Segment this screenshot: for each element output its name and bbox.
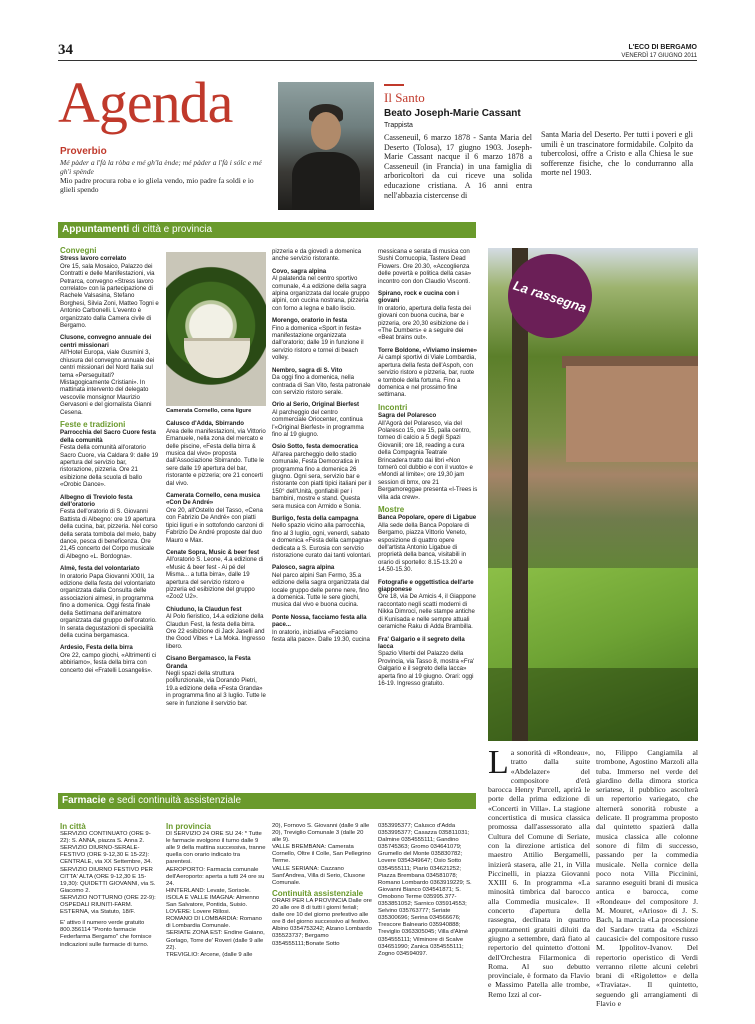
event-item bbox=[272, 317, 372, 361]
event-text: All'Agorà del Polaresco, via del Polaresco 15, ore 15, palla centro, torneo di calcio a 5 degli Spazi Giovanili; ore 18, reading a cura della Compagnia Teatrale Brincadera tratto dai libri «Non tornerò col dubbio e con il vuoto» e «Mondi al limite»; ore 19,30 jam session di bmx, ore 21 Bergamoreggae presenta «I-Trees is villa ada crew». bbox=[378, 419, 478, 501]
event-text: Ore 18, via De Amicis 4, il Giappone raccontato negli scatti moderni di Nikka Dimroci, nelle stampe antiche di Kunisada e nelle sempre attuali ceramiche Raku di Adda Brambilla. bbox=[378, 593, 476, 631]
event-item bbox=[60, 429, 160, 488]
event-text: Nello spazio vicino alla parrocchia, fino al 3 luglio, ogni, venerdì, sabato e domenica «Festa della campagna» dedicata a S. Eurosia con servizio ristorazione curato dai tanti volontari. bbox=[272, 522, 372, 560]
event-text: Al Polo fieristico, 14.a edizione della Claudun Fest, la festa della birra. Ore 22 esibizione di Jack Jaselli and the Good Vibes + La Moka. Ingresso libero. bbox=[166, 613, 265, 650]
pharmacy-column-3 bbox=[272, 823, 372, 1015]
proverbio-label: Proverbio bbox=[60, 146, 107, 157]
event-item bbox=[378, 412, 478, 501]
photo-caption: Camerata Cornello, cena ligure bbox=[166, 408, 252, 414]
event-text: Area delle manifestazioni, via Vittorio Emanuele, nella zona del mercato e delle piscine, «Festa della birra & musica dal vivo» proposta dall'Associazione Sbirrando. Tutte le sere dalle 19 apertura del bar, ristorante e pizzeria; ore 21 concerti dal vivo. bbox=[166, 427, 266, 487]
event-title: Calusco d'Adda, Sbirrando bbox=[166, 420, 244, 428]
events-column-1 bbox=[60, 244, 160, 784]
event-title: Cisano Bergamasco, la Festa Granda bbox=[166, 655, 251, 670]
santo-rule bbox=[384, 84, 404, 86]
event-item bbox=[60, 334, 160, 415]
event-text: All'oratorio S. Leone, 4.a edizione di «Music & beer fest - Ai pé del Misma... a tutta birra», dalle 19 apertura del servizio ristoro e pizzeria ed esibizione del gruppo «Zoo2 U2». bbox=[166, 556, 264, 601]
event-text: Da oggi fino a domenica, nella contrada di San Vito, festa patronale con servizio ristoro serale. bbox=[272, 374, 371, 396]
category-heading: In città bbox=[60, 823, 86, 831]
pharmacy-line: VALLE BREMBANA: Camerata Cornello, Oltre il Colle, San Pellegrino Terme. bbox=[272, 844, 371, 865]
pharmacy-line: ISOLA E VALLE IMAGNA: Almenno San Salvatore, Pontida, Suisio. bbox=[166, 894, 260, 909]
appuntamenti-bar bbox=[58, 222, 476, 238]
event-title: Fotografie e oggettistica dell'arte giapponese bbox=[378, 578, 474, 594]
newspaper-name: L'ECO DI BERGAMO bbox=[628, 44, 697, 51]
event-item bbox=[272, 401, 372, 438]
events-column-4 bbox=[378, 248, 478, 784]
event-item bbox=[272, 367, 372, 397]
santo-label: Il Santo bbox=[384, 90, 425, 105]
pharmacy-line: DI SERVIZIO 24 ORE SU 24: * Tutte le farmacie svolgono il turno dalle 9 alle 9 della mattina successiva, tranne quella con orario indicato tra parentesi. bbox=[166, 831, 266, 866]
event-title: Cenate Sopra, Music & beer fest bbox=[166, 548, 260, 556]
event-item bbox=[272, 443, 372, 510]
appuntamenti-bar-bold: Appuntamenti bbox=[62, 224, 130, 235]
event-text: Ore 20, all'Ostello del Tasso, «Cena con Fabrizio De André» con piatti tipici liguri e in sottofondo canzoni di Fabrizio De André proposte dal duo Mauro e Max. bbox=[166, 506, 264, 544]
agenda-title: Agenda bbox=[58, 70, 233, 135]
event-text: All'Hotel Europa, viale Gusmini 3, chiusura del convegno annuale dei centri missionari del Nord Italia sul tema «Perseguitati? Mistagogicamente Cristiani». In mattinata intervento del delegato vescovile monsignor Maurizio Gervasoni e del giornalista Gianni Cesena. bbox=[60, 349, 155, 416]
event-item bbox=[378, 290, 478, 342]
issue-date: VENERDÌ 17 GIUGNO 2011 bbox=[621, 53, 697, 59]
event-item bbox=[166, 420, 266, 487]
category-heading: Continuità assistenziale bbox=[272, 888, 364, 898]
pharmacy-line: TREVIGLIO: Arcene, (dalle 9 alle bbox=[166, 951, 253, 958]
pharmacy-line: 20), Fornovo S. Giovanni (dalle 9 alle 20), Treviglio Comunale 3 (dalle 20 alle 9). bbox=[272, 823, 370, 844]
event-title: Ardesio, Festa della birra bbox=[60, 644, 133, 652]
event-item bbox=[272, 268, 372, 312]
events-column-3 bbox=[272, 248, 372, 784]
category-heading: Incontri bbox=[378, 402, 408, 412]
santo-bio: Casseneuil, 6 marzo 1878 - Santa Maria del Deserto (Tolosa), 17 giugno 1903. Joseph-Marie Cassant nacque il 6 marzo 1878 a Casseneuil (in Francia) in una famiglia di arboricoltori da cui riceve una solida educazione cristiana. A 16 anni entra nell'abbazia cistercense di bbox=[384, 133, 532, 200]
event-title: Banca Popolare, opere di Ligabue bbox=[378, 514, 477, 522]
event-item bbox=[60, 255, 160, 329]
farmacie-bar bbox=[58, 793, 476, 809]
basil-pasta-photo bbox=[166, 252, 266, 406]
event-title: Torre Boldone, «Viviamo insieme» bbox=[378, 346, 477, 354]
pharmacy-line: ORARI PER LA PROVINCIA Dalle ore 20 alle ore 8 di tutti i giorni feriali; dalle ore 10 del giorno prefestivo alle ore 8 del giorno successivo al festivo. Albino 0354753242; Alzano Lombardo 035523737; Bergamo 0354555111;Bonate Sotto bbox=[272, 897, 372, 947]
pharmacy-line: VALLE SERIANA: Cazzano Sant'Andrea, Villa di Serio, Clusone Comunale. bbox=[272, 865, 366, 886]
event-title: Spirano, rock e cucina con i giovani bbox=[378, 290, 459, 305]
category-heading: Mostre bbox=[378, 505, 405, 514]
saint-portrait bbox=[278, 82, 374, 210]
santo-name: Beato Joseph-Marie Cassant bbox=[384, 108, 521, 119]
pharmacy-column-2 bbox=[166, 823, 266, 1015]
event-title: Almè, festa del volontariato bbox=[60, 565, 140, 573]
category-heading: In provincia bbox=[166, 823, 211, 831]
pharmacy-line: SERIATE ZONA EST: Endine Gaiano, Gorlago, Torre de' Roveri (dalle 9 alle 22). bbox=[166, 930, 265, 951]
event-item bbox=[60, 565, 160, 639]
event-text: Nel parco alpini San Fermo, 35.a edizione della sagra organizzata dal locale gruppo delle penne nere, fino a domenica. Tutte le sere giochi, musica dal vivo e buona cucina. bbox=[272, 571, 370, 609]
event-text: Alla sede della Banca Popolare di Bergamo, piazza Vittorio Veneto, esposizione di quattro opere dell'artista Antonio Ligabue di proprietà della banca, visitabili in orario di sportello: 8.15-13.20 e 14.50-15.30. bbox=[378, 521, 470, 574]
event-item bbox=[60, 644, 160, 674]
event-text: Festa della comunità all'oratorio Sacro Cuore, via Caldara 9: dalle 19 apertura del servizio bar, ristorazione, pizzeria. Ore 21 esibizione della scuola di ballo «Orobic Dance». bbox=[60, 444, 159, 489]
event-title: Camerata Cornello, cena musica «Con De André» bbox=[166, 492, 261, 507]
event-title: Parrocchia del Sacro Cuore festa della comunità bbox=[60, 429, 156, 444]
event-text: Ai campi sportivi di Viale Lombardia, apertura della festa dell'Aspoh, con servizio ristoro e pizzeria, bar, ruote e tombole della fortuna. Fino a domenica e nel prossimo fine settimana. bbox=[378, 354, 477, 399]
event-text: Al parcheggio del centro commerciale Oriocenter, continua l'«Original Bierfest» in programma fino al 19 giugno. bbox=[272, 408, 364, 438]
event-item bbox=[378, 636, 478, 688]
event-text: Negli spazi della struttura polifunzionale, via Dorando Pietri, 19.a edizione della «Festa Granda» in programma fino al 3 luglio. Tutte le sere in funzione il servizio bar. bbox=[166, 670, 266, 707]
event-text: In oratorio, apertura della festa dei giovani con buona cucina, bar e pizzeria, ore 20,30 esibizione de i «The Dumbers» e a seguire dei «Beat brains out». bbox=[378, 304, 471, 342]
event-item bbox=[60, 494, 160, 561]
pharmacy-line: HINTERLAND: Levate, Sorisole. bbox=[166, 887, 251, 894]
event-text: Spazio Viterbi del Palazzo della Provincia, via Tasso 8, mostra «Fra' Galgario e il segreto della lacca» aperta fino al 19 giugno. Orari: oggi 16-19. Ingresso gratuito. bbox=[378, 650, 475, 687]
farmacie-bar-bold: Farmacie bbox=[62, 795, 106, 806]
appuntamenti-bar-rest: di città e provincia bbox=[129, 224, 213, 235]
page-number: 34 bbox=[58, 42, 73, 58]
event-title: Osio Sotto, festa democratica bbox=[272, 443, 359, 451]
event-title: Stress lavoro correlato bbox=[60, 255, 127, 263]
santo-bio-continued: Santa Maria del Deserto. Per tutti i poveri e gli umili è un trascinatore formidabile. Colpito da tubercolosi, offre a Cristo e alla Chiesa le sue sofferenze fisiche, che lo condurranno alla morte nel 1903. bbox=[541, 130, 693, 178]
event-item bbox=[378, 347, 478, 399]
rassegna-article-col1 bbox=[488, 748, 590, 1016]
event-item bbox=[166, 549, 266, 601]
event-item bbox=[378, 248, 478, 285]
santo-role: Trappista bbox=[384, 122, 413, 129]
pharmacy-line: SERVIZIO DIURNO FESTIVO PER CITTA' ALTA (ORE 9-12,30 E 15-19,30): QUIDETTI GIOVANNI, via S. Giacomo 2. bbox=[60, 866, 156, 894]
rassegna-article-col2: no, Filippo Cangiamila al trombone, Agostino Marzoli alla tuba. Immerso nel verde del giardino della dimora storica seriatese, il pubblico ascolterà un repertorio variegato, che alternerà sonorità robuste a delicate. Il programma proposto dal quintetto spazierà dalla musica classica alle colonne sonore di film di successo, passando per la commedia musicale. Nella cornice della poco nota Villa Piccinini, saranno eseguiti brani di musica antica e barocca, come «Rondeau» del compositore J. M. Mouret, «Arioso» di J. S. Bach, la marcia «La processione del Sardar» tratta da «Schizzi caucasici» del compositore russo M. Ippolitov-Ivanov. Del repertorio operistico di Verdi verranno rilette alcuni celebri brani di «Rigoletto» e della «Traviata». Il quintetto, seguendo gli arrangiamenti di Flavio e bbox=[596, 748, 698, 1009]
proverbio-dialect: Mé pàder a l'fà la ròba e mé gh'la ènde; mé pàder a l'fà i sólc e mé gh'i spènde bbox=[60, 158, 262, 176]
dropcap-letter: L bbox=[488, 748, 509, 781]
event-text: Al palatenda nel centro sportivo comunale, 4.a edizione della sagra alpina organizzata dal locale gruppo alpini, con cucina nostrana, pizzeria con forno a legna e ballo liscio. bbox=[272, 275, 370, 312]
proverbio-italian: Mio padre procura roba e io gliela vendo, mio padre fa soldi e io glieli spendo bbox=[60, 176, 254, 194]
event-title: Burligo, festa della campagna bbox=[272, 515, 359, 522]
event-text: Festa dell'oratorio di S. Giovanni Battista di Albegno: ore 19 apertura della cucina, bar, pizzeria. Nel corso della serata tombola del melo, baby dance, pesca di beneficenza. Ore 21,45 concerto del Corpo musicale di Albegno «L. Bordogna». bbox=[60, 508, 158, 560]
event-item bbox=[272, 614, 372, 644]
pharmacy-column-4: 0353995377; Calusco d'Adda 0353995377; Casazza 035811031; Dalmine 0354555111; Gandino 035745363; Gromo 034641079; Grumello del Monte 035830782; Lovere 0354349647; Osio Sotto 0354555111; Piario 034621252; Piazza Brembana 034581078; Romano Lombardo 0363919229; S. Giovanni Bianco 034541871; S. Omobono Terme 035995.377-0353851052; Sarnico 035914553; Selvino 035763777; Seriate 035300696; Serina 034566676; Trescore Balneario 035940888; Treviglio 0363305045; Villa d'Almè 0354555111; Vilminore di Scalve 034651990; Zanica 0354555111; Zogno 034594097. bbox=[378, 823, 472, 957]
event-title: Nembro, sagra di S. Vito bbox=[272, 366, 343, 374]
event-title: Clusone, convegno annuale dei centri missionari bbox=[60, 334, 152, 349]
event-title: Albegno di Treviolo festa dell'oratorio bbox=[60, 493, 133, 508]
rassegna-text-1: a sonorità di «Rondeau», tratto dalla suite «Abdelazer» del compositore d'età barocca Henry Purcell, aprirà le porte della prima edizione di «Concerti in Villa». La stagione concertistica di musica classica promossa dall'assessorato alla Cultura del Comune di Seriate, con la direzione artistica del maestro Attilio Bergamelli, inizierà stasera, alle 21, in Villa Piccinelli, in piazza Giovanni XXIII 6. In programma «La minosità timbrica dal barocco alla Commedia musicale». Il concerto d'apertura della rassegna, declinata in quattro appuntamenti gratuiti diluiti da giugno a settembre, darà fiato al repertorio del quintetto d'ottoni dell'Orchestra Filarmonica di Roma. Al suo debutto provinciale, è formato da Flavio e Massimo Patella alle trombe, Remo Izzi al cor- bbox=[488, 748, 590, 999]
pharmacy-line: E' attivo il numero verde gratuito 800.356114 "Pronto farmacie Federfarma Bergamo" che fornisce indicazioni sulle farmacie di turno. bbox=[60, 920, 152, 948]
event-item bbox=[272, 515, 372, 559]
farmacie-bar-rest: e sedi continuità assistenziale bbox=[105, 795, 241, 806]
event-text: Ore 15, sala Mosaico, Palazzo dei Contratti e delle Manifestazioni, via Petrarca, convegno «Stress lavoro correlato» con la partecipazione di Rachele Valsasina, Stefano Borghesi, Silvia Zoni, Matteo Togni e Antonio Carbonelli. L'evento è organizzato dalla Camera civile di Bergamo. bbox=[60, 262, 159, 330]
event-title: Fra' Galgario e il segreto della lacca bbox=[378, 635, 465, 650]
masthead bbox=[621, 44, 697, 60]
event-item bbox=[166, 655, 266, 707]
event-text: In oratorio Papa Giovanni XXIII, 1a edizione della festa del volontariato organizzata dalla Consulta delle associazioni almesi, in programma fino a domenica. Oggi festa finale della Settimana dell'animatore organizzata dal gruppo dell'oratorio. In serata degustazioni di specialità della cucina bergamasca. bbox=[60, 572, 157, 639]
pharmacy-line: ROMANO DI LOMBARDIA: Romano di Lombardia Comunale. bbox=[166, 916, 262, 930]
event-title: Palosco, sagra alpina bbox=[272, 564, 335, 572]
pharmacy-line: AEROPORTO: Farmacia comunale dell'Aeroporto: aperta a tutti 24 ore su 24. bbox=[166, 866, 265, 887]
event-text: All'area parcheggio dello stadio comunale, Festa Democratica in programma fino a domenica 26 giugno. Ogni sera, servizio bar e ristorante con piatti tipici italiani per il 150° dell'Unità, gonfiabili per i bambini, mostre e stand. Questa sera musica con Armido e Sonia. bbox=[272, 450, 372, 510]
event-item bbox=[378, 579, 478, 631]
event-text: pizzeria e da giovedì a domenica anche servizio ristorante. bbox=[272, 248, 362, 263]
event-title: Orio al Serio, Original Bierfest bbox=[272, 401, 360, 409]
events-column-2 bbox=[166, 408, 266, 784]
event-title: Sagra del Polaresco bbox=[378, 412, 437, 420]
event-item bbox=[272, 564, 372, 608]
top-rule bbox=[58, 60, 697, 61]
event-title: Ponte Nossa, facciamo festa alla pace... bbox=[272, 613, 367, 629]
event-item bbox=[378, 514, 478, 573]
pharmacy-line: SERVIZIO CONTINUATO (ORE 9-22): S. ANNA, piazza S. Anna 2. bbox=[60, 831, 151, 845]
event-title: Morengo, oratorio in festa bbox=[272, 317, 348, 325]
category-heading: Feste e tradizioni bbox=[60, 419, 126, 429]
pharmacy-line: LOVERE: Lovere Rillosi. bbox=[166, 909, 231, 916]
event-item bbox=[166, 492, 266, 544]
event-text: messicana e serata di musica con Sushi Cornucopia, Tastere Dead Flowers. Ore 20.30, «Accoglienza delle povertà e politica della casa» incontro con don Claudio Visconti. bbox=[378, 248, 472, 285]
event-text: In oratorio, iniziativa «Facciamo festa alla pace». Dalle 19.30, cucina bbox=[272, 628, 370, 644]
event-text: Ore 22, campo giochi, «Altrimenti ci abbiriamo», festa della birra con concerto dei «Fratelli Losangelis». bbox=[60, 651, 157, 674]
rassegna-badge: La rassegna bbox=[497, 243, 603, 349]
event-item bbox=[272, 248, 372, 263]
event-title: Chiuduno, la Claudun fest bbox=[166, 605, 242, 613]
event-text: Fino a domenica «Sport in festa» manifestazione organizzata dall'oratorio; dalle 19 in funzione il servizio ristoro e tornei di beach volley. bbox=[272, 324, 364, 362]
pharmacy-line: SERVIZIO NOTTURNO (ORE 22-9): OSPEDALI RIUNITI-FARM. ESTERNA, via Statuto, 18/F. bbox=[60, 894, 156, 916]
category-heading: Convegni bbox=[60, 246, 97, 255]
pharmacy-column-1 bbox=[60, 823, 160, 1015]
pharmacy-line: SERVIZIO DIURNO-SERALE-FESTIVO (ORE 9-12,30 E 15-22): CENTRALE, via XX Settembre, 34. bbox=[60, 845, 152, 866]
event-item bbox=[166, 606, 266, 650]
event-title: Covo, sagra alpina bbox=[272, 267, 327, 275]
